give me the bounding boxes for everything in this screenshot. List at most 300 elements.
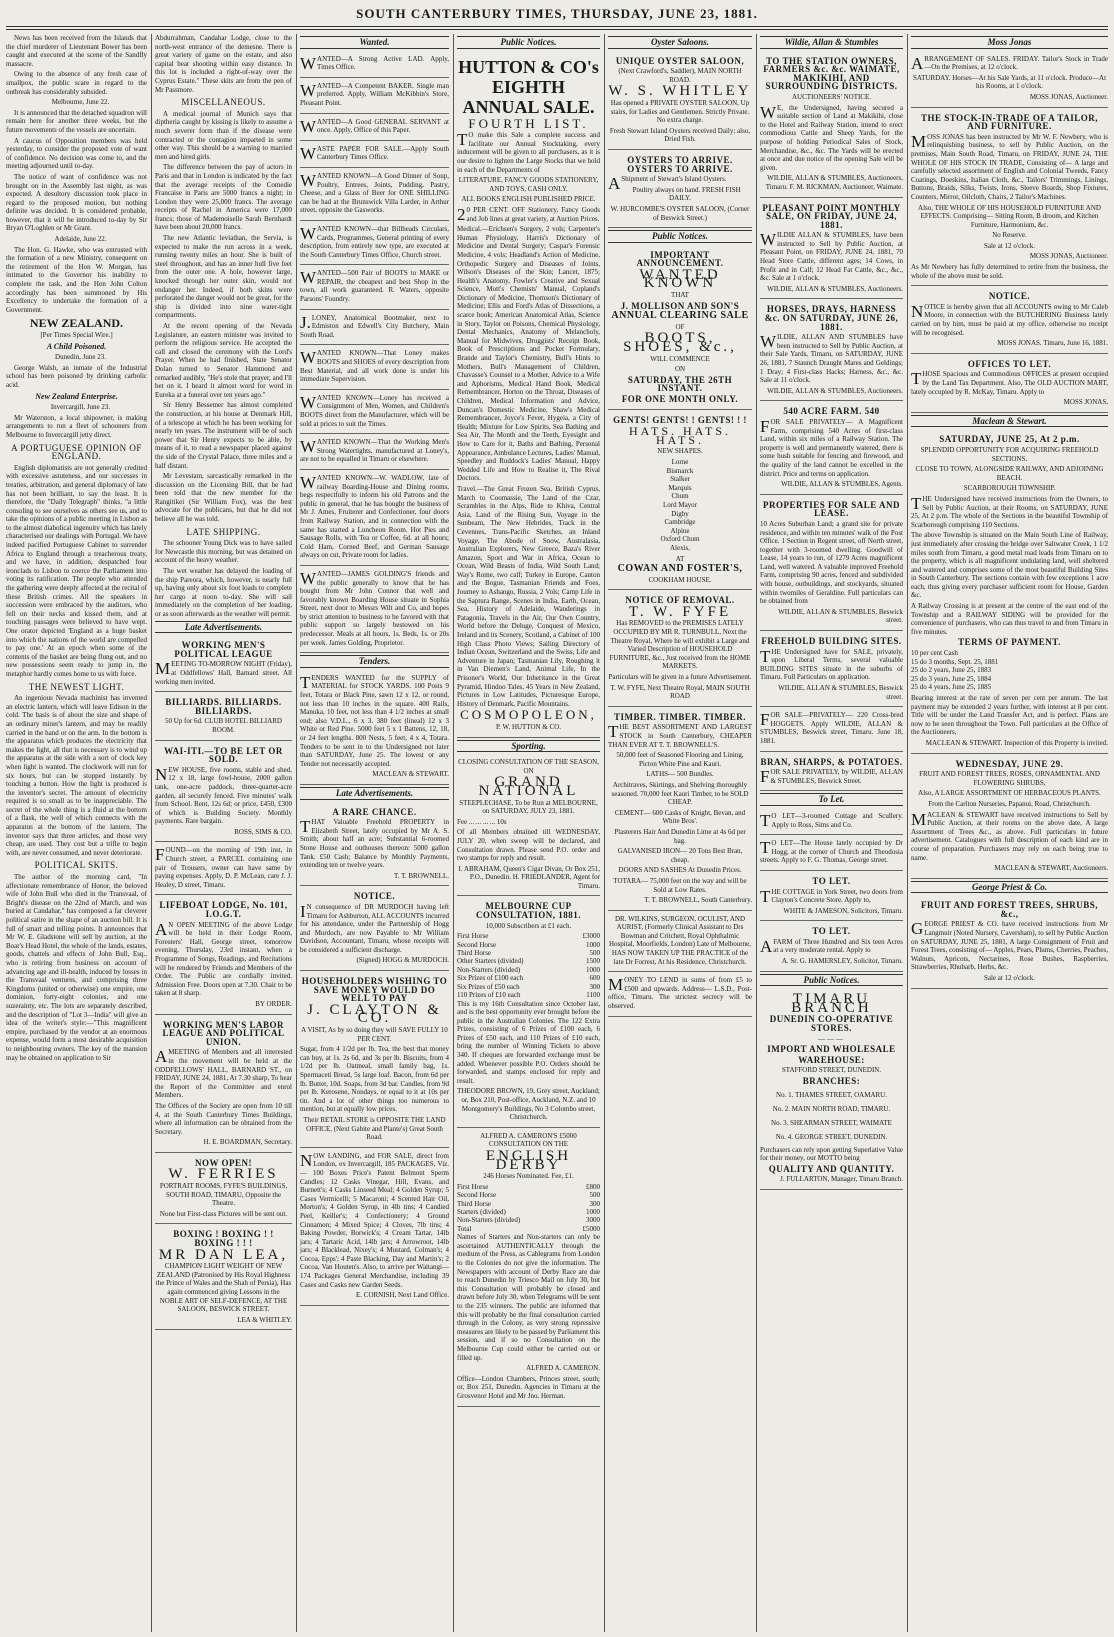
news-paragraph: A caucus of Opposition members was held yesterday, to consider the proposed vote of want of confidence. No decision was come to, and the meeting adjourned until to-day.: [6, 136, 147, 171]
ad-signature: WILDIE, ALLAN & STUMBLES, Auctioneers.: [767, 284, 903, 293]
ad-signature: WHITE & JAMESON, Solicitors, Timaru.: [783, 906, 903, 915]
advertisement: [760, 633, 903, 707]
prize-amount: £3000: [582, 932, 600, 941]
ad-title: TO LET.: [812, 875, 851, 886]
prize-amount: 500: [589, 1191, 600, 1200]
ad-body: Purchasers can rely upon getting Superlative Value for their money, our MOTTO being: [760, 1145, 903, 1163]
section-banner: George Priest & Co.: [911, 881, 1108, 894]
news-paragraph: Mr Waterston, a local shipowner, is making arrangements to run a fleet of schooners from Melbourne to Invercargill jetty direct.: [6, 413, 147, 439]
advertisement: [760, 403, 903, 494]
advertisement: [760, 837, 903, 871]
masthead-rule: [6, 29, 1108, 30]
ad-title: SATURDAY, JUNE 25, At 2 p.m.: [939, 434, 1080, 445]
news-paragraph: A medical journal of Munich says that diptheria caught by kissing is likely to assume a much severer form than if the disease were contracted or the contagion imparted in some other way. This should be a warning to married men and hired girls.: [155, 109, 292, 161]
advertisement: [760, 990, 903, 1190]
ad-display-title: HUTTON & CO's EIGHTH ANNUAL SALE.: [458, 56, 599, 117]
section-banner: Late Advertisements.: [300, 787, 449, 800]
column-4: [457, 34, 600, 1630]
advertisement: [300, 53, 449, 78]
advertisement: [911, 288, 1108, 354]
ad-body: A Railway Crossing is at present at the centre of the east end of the Township and a RAILWAY SIDING will be provided for the convenience of purchasers, who can thus travel to and from Timaru in five minutes.: [911, 602, 1108, 636]
section-heading: NEW ZEALAND.: [29, 316, 124, 331]
ad-body: ON: [674, 365, 686, 374]
ad-title: NOW OPEN!: [194, 1157, 253, 1168]
dateline: Adelaide, June 22.: [54, 235, 107, 244]
prize-row: [457, 1200, 600, 1208]
advertisement: [760, 200, 903, 300]
ad-body: 10 per cent Cash 15 do 3 months, Sept. 25, 1881 25 do 2 years, June 25, 1883 25 do 3 years, June 25, 1884 25 do 4 years, June 25, 1885: [911, 649, 999, 692]
ad-body: The Offices of the Society are open from 10 till 4, at the South Canterbury Times Buildings, where all information can be obtained from the Secretary.: [155, 1101, 292, 1136]
prize-label: 110 Prizes of £10 each: [457, 991, 521, 1000]
ad-body: 20 PER CENT. OFF Stationery, Fancy Goods and Job lines at great variety, at Auction Prices.: [457, 204, 600, 224]
ad-title: FRUIT AND FOREST TREES, SHRUBS, &c.,: [920, 900, 1099, 919]
ad-display-name: W. S. WHITLEY: [608, 83, 752, 100]
advertisement: [300, 1150, 449, 1306]
prize-amount: 1500: [586, 957, 600, 966]
ad-signature: I. ABRAHAM, Queen's Cigar Divan, Or Box 251, P.O., Dunedin. H. FRIEDLANDER, Agent for Timaru.: [458, 864, 600, 890]
advertisement: [760, 754, 903, 792]
ad-body: MOSS JONAS has been instructed by Mr W. F. Newbery, who is relinquishing business, to sell by Public Auction, on the premises, Main South Road, Timaru, on FRIDAY, JUNE 24, THE WHOLE OF HIS STOCK IN TRADE, Consisting of— A large and carefully selected assortment of English and Colonial Tweeds, Fancy Coatings, Doeskins, Italian Cloth, &c., Tailors' Trimmings, Linings, Buttons, Braids, Silks, Twists, Irons, Sleeve Boards, Shop Fixtures, Counters, Mirror, Oilcloth, Chairs, 2 Tailor's Machines.: [911, 131, 1108, 201]
ad-display-name: TIMARU BRANCH: [791, 991, 872, 1016]
ad-body: TO LET—3-roomed Cottage and Scullery. Apply to Ross, Sims and Co.: [760, 810, 903, 830]
prize-row: [457, 991, 600, 999]
ad-body: Fresh Stewart Island Oysters received Daily; also, Dried Fish.: [609, 126, 751, 144]
ad-title: WAREHOUSE:: [798, 1054, 865, 1065]
advertisement: [760, 709, 903, 751]
ad-body: THE COTTAGE in York Street, two doors from Clayton's Concrete Store. Apply to,: [760, 886, 903, 906]
section-banner: Late Advertisements.: [155, 621, 292, 634]
news-paragraph: It is announced that the detached squadron will remain here for another three weeks, but the future movements of the vessels are uncertain.: [6, 108, 147, 134]
news-paragraph: The wet weather has delayed the loading of the ship Pareora, which, however, is nearly full up, having only about six foot loads to complete her cargo at noon to-day. She will sail immediately on the completion of her loading, or as soon afterwards as the weather will permit.: [155, 567, 292, 618]
advertisement: [300, 223, 449, 265]
advertisement: [300, 888, 449, 971]
ad-title: LIFEBOAT LODGE, No. 101, I.O.G.T.: [159, 900, 288, 920]
ad-title: J. MOLLISON AND SON'S: [620, 300, 740, 311]
ad-signature: T. W. FYFE, Next Theatre Royal, MAIN SOUTH ROAD: [610, 683, 750, 701]
ad-body: AT: [675, 554, 685, 563]
advertisement: [608, 709, 752, 911]
prize-row: [457, 1208, 600, 1216]
ad-body: This is my 16th Consultation since October last, and is the best opportunity ever brought before the public in the Australian Colonies. The 122 Extra Prizes, consisting of 6 Prizes of £100 each, 6 Prizes of £50 each, and 110 Prizes of £10 each, bring the number of Winning Tickets to above 340. If cheques are forwarded exchange must be added. Whenever possible P.O. Orders should be forwarded, and stamps enclosed for reply and result.: [457, 999, 600, 1085]
advertisement: [300, 436, 449, 470]
article-heading: LATE SHIPPING.: [186, 526, 261, 537]
ad-body: THE Undersigned have for SALE, privately, upon Liberal Terms, several valuable BUILDING SITES situate in the suburbs of Timaru. Full Particulars on application.: [760, 646, 903, 682]
ad-display-name: J. CLAYTON & CO.: [307, 1001, 442, 1027]
ad-title: OYSTERS TO ARRIVE. OYSTERS TO ARRIVE.: [627, 154, 733, 174]
ad-body: FOR SALE—PRIVATELY— 220 Cross-bred HOGGETS. Apply WILDIE, ALLAN & STUMBLES, Beswick street, Timaru. June 18, 1881.: [760, 710, 903, 745]
advertisement: [300, 143, 449, 168]
ad-body: Office—London Chambers, Princes street, south; or, Box 251, Dunedin. Agencies in Timaru at the Grosvenor Hotel and Mr Jno. Herman.: [457, 1374, 600, 1400]
ad-body: WILL COMMENCE: [650, 354, 710, 363]
ad-body: WANTED KNOWN—That Loney makes BOOTS and SHOES of every description from Best Material, and all work done is under his immediate Supervision.: [300, 348, 449, 384]
ad-body: AN OPEN MEETING of the above Lodge will be held in their Lodge Room, Foresters' Hall, George street, tomorrow evening, Thursday, 23rd instant, when a Programme of Songs, Readings, and Recitations will be rendered by Friends and Members of the Order. The Public are cordially invited. Admission Free. Doors open at 7.30. Chair to be taken at 8 sharp.: [155, 919, 292, 998]
article-heading: THE NEWEST LIGHT.: [28, 681, 125, 692]
advertisement: [608, 247, 752, 410]
ad-title: 540 ACRE FARM. 540: [783, 406, 880, 417]
column-5: [608, 34, 752, 1630]
section-banner: Public Notices.: [608, 230, 752, 243]
ad-body: Sale at 12 o'clock.: [983, 974, 1036, 983]
advertisement: [300, 347, 449, 389]
ad-body: Poultry always on hand. FRESH FISH DAILY.: [632, 185, 741, 203]
ad-body: TO LET—The House lately occupied by Dr Hogg, at the corner of Church and Theodosia streets. Apply to F. G. Thomas, George street.: [760, 838, 903, 865]
ad-display-name: HATS. HATS. HATS.: [628, 424, 731, 447]
prize-table: [457, 932, 600, 999]
ad-body: WE, the Undersigned, having secured a suitable section of Land at Makikihi, close to the Hotel and Railway Station, intend to erect commodious Cattle and Sheep Yards, for the purpose of holding Periodical Sales of Stock, Merchandise, &c., &c. The Yards will be erected at once and due notice of the opening Sale will be given.: [760, 102, 903, 172]
ad-body: THAT Valuable Freehold PROPERTY in Elizabeth Street, lately occupied by Mr A. S. Smith; about half an acre; Substantial 6-roomed Stone House and outhouses thereon: 5000 gallon Tank. £50 Cash; Balance by Monthly Payments, extending ten or twelve years.: [300, 817, 449, 870]
ad-body: Also, A LARGE ASSORTMENT OF HERBACEOUS PLANTS.: [918, 789, 1101, 798]
ad-signature: WILDIE, ALLAN & STUMBLES, Beswick street.: [778, 684, 903, 701]
ad-title: BRAN, SHARPS, & POTATOES.: [760, 756, 903, 767]
ad-signature: THEODORE BROWN, 19, Grey street, Auckland; or, Box 210, Post-office, Auckland, N.Z. and 10 Montgomery's Buildings, No 3 Colombo street, Christchurch.: [457, 1087, 600, 1122]
ad-body: Their RETAIL STORE is OPPOSITE THE LAND OFFICE, (Next Gabite and Plante's) Great South Road.: [303, 1115, 446, 1142]
ad-title: SATURDAY, THE 26TH INSTANT.: [627, 374, 733, 394]
column-divider: [756, 34, 757, 1632]
section-banner: Public Notices.: [457, 36, 600, 49]
ad-body: FOUND—on the morning of 19th inst, in Church street, a PARCEL containing one pair of Trousers, owner can have same by paying expenses. Apply, D. P. McLean, care J. J. Healey, D street, Timaru.: [155, 845, 292, 889]
ad-body: WANTED KNOWN—that Billheads Circulars, Cards, Programmes, General printing of every description, from entirely new type, are executed at the South Canterbury Times Office, Church street.: [300, 223, 449, 259]
ad-title: A RARE CHANCE.: [332, 806, 417, 817]
prize-amount: 300: [589, 982, 600, 991]
masthead: SOUTH CANTERBURY TIMES, THURSDAY, JUNE 23, 1881.: [356, 6, 758, 21]
ad-body: Fee ... ... ... ... 10s: [457, 817, 507, 826]
ad-display-name: WANTED KNOWN: [639, 266, 721, 292]
prize-row: [457, 957, 600, 965]
news-paragraph: Abdurrahman, Candahar Lodge, close to the north-west entrance of the demesne. There is great variety of game on the estate, and also capital bear shooting within easy distance. In this lot is included a right-of-way over the Cyprus Estate." These skits are from the pen of Mr Passmore.: [155, 34, 292, 94]
news-paragraph: Sir Henry Bessemer has almost completed the construction, at his house at Denmark Hill, of a telescope at which he has been working for nearly ten years. The instrument will be of such power that Sir Henry expects to be able, by means of it, to read a newspaper placed against the side of the Crystal Palace, three miles and a half distant.: [155, 401, 292, 470]
prize-table: [457, 1183, 600, 1233]
ad-title: TO THE STATION OWNERS, FARMERS &c. &c. WAIMATE, MAKIKIHI, AND SURROUNDING DISTRICTS.: [763, 55, 900, 92]
ad-body: CHAMPION LIGHT WEIGHT OF NEW ZEALAND (Patronised by His Royal Highness the Prince of Wales and the Shah of Persia), Has again commenced giving Lessons in the NOBLE ART OF SELF-DEFENCE, AT THE SALOON, BESWICK STREET.: [155, 1262, 292, 1314]
ad-title: OFFICES TO LET.: [967, 358, 1052, 369]
prize-row: [457, 941, 600, 949]
advertisement: [155, 1226, 292, 1330]
ad-body: None but First-class Pictures will be sent out.: [159, 1209, 288, 1218]
ad-signature: MOSS JONAS. Timaru, June 16, 1881.: [997, 339, 1108, 348]
dateline: Invercargill, June 23.: [50, 403, 111, 412]
advertisement: [155, 1155, 292, 1225]
ad-signature: ROSS, SIMS & CO.: [234, 827, 292, 836]
advertisement: [300, 170, 449, 221]
ad-body: As Mr Newbery has fully determined to retire from the business, the whole of the above must be sold.: [911, 263, 1108, 280]
ad-body: WANTED—A Strong Active LAD. Apply, Times Office.: [300, 53, 449, 73]
advertisement: [300, 973, 449, 1148]
news-paragraph: An ingenious Nevada machinist has invented an electric lantern, which will leave Edison in the cold. The basis is of about the size and shape of an ordinary miner's lantern, and may be readily carried in the hand or on the arm. In the bottom is the apparatus which produces the electricity that makes the light, all that is necessary is to wind up the apparatus at the side with a sort of clock key when light is wanted. The clockwork will run for six hours, but can be stopped instantly by touching a button. How the light is produced is the inventor's secret. The amount of electricity required is so small as to be inappreciable. The secret of the whole thing is a fluid at the bottom of a flask, the well of which connects with the apparatus at the bottom of the lantern. The inventor says that three articles, and those very cheap, are used. They cost but a trifle to begin with, are never consumed, and never deteriorate.: [6, 694, 147, 857]
ad-signature: MOSS JONAS, Auctioneer.: [1029, 92, 1108, 101]
ad-display-name: MR DAN LEA,: [158, 1246, 289, 1263]
ad-signature: LEA & WHITLEY.: [237, 1315, 292, 1324]
ad-body: THE BEST ASSORTMENT AND LARGEST STOCK in South Canterbury, CHEAPER THAN EVER AT T. T. BROWNELL'S.: [608, 722, 752, 749]
article-heading: MISCELLANEOUS.: [181, 97, 266, 108]
ad-title: WORKING MEN'S LABOR LEAGUE AND POLITICAL UNION.: [162, 1019, 285, 1047]
ad-body: TO make this Sale a complete success and facilitate our Annual Stocktaking, every inducement will be given to all purchasers, as it is our desire to lighten the Large Stocks that we hold in each of the Departments of: [457, 130, 600, 174]
ad-body: Also, THE WHOLE OF HIS HOUSEHOLD FURNITURE AND EFFECTS. Comprising— Sitting Room, B droom, and Kitchen Furniture, Harmonium, &c.: [918, 203, 1101, 229]
ad-title: GENTS! GENTS! ! GENTS! ! !: [613, 414, 747, 425]
ad-body: 50 Up for 6d. CLUB HOTEL BILLIARD ROOM.: [165, 717, 282, 734]
ad-signature: T. T. BROWNELL.: [393, 871, 449, 880]
ad-body: NOTICE is hereby given that all ACCOUNTS owing to Mr Caleb Moore, in connection with the BUTCHERING Business lately carried on by him, must be paid at my office, otherwise no receipt will be recognised.: [911, 301, 1108, 337]
ad-body: WANTED—500 Pair of BOOTS to MAKE or REPAIR, the cheapest and best Shop in the town, all work guaranteed. R. Waters, opposite Parsons' Foundry.: [300, 268, 449, 304]
ad-body: WASTE PAPER FOR SALE.—Apply South Canterbury Times Office.: [300, 143, 449, 163]
ad-title: THE STOCK-IN-TRADE OF A TAILOR, AND FURNITURE.: [921, 112, 1098, 132]
news-headline: New Zealand Enterprise.: [35, 391, 118, 401]
prize-label: First Horse: [457, 1182, 489, 1191]
news-paragraph: Mr Levestam, sarcastically remarked in the discussion on the Licensing Bill, that he had been told that the new member for the Rangitikei (Sir William Fox), was the best advocate for the publicans, but that he did not believe all he was told.: [155, 472, 292, 524]
ad-title: DUNEDIN CO-OPERATIVE STORES.: [769, 1014, 894, 1034]
advertisement: [457, 898, 600, 1127]
ad-title: NOTICE.: [988, 291, 1031, 302]
ad-body: GEORGE PRIEST & CO. have received instructions from Mr Langmuir (Noted Nursery, Caversham), to sell by Public Auction on SATURDAY, JUNE 25, 1881, A large Consignment of Fruit and Forest Trees, consisting of— Apples, Pears, Plums, Cherries, Peaches, Walnuts, Apricots, Nectarines, Rose Bushes, Raspberries, Strawberries, Rhubarb, Herbs, &c.: [911, 919, 1108, 972]
column-divider: [296, 34, 297, 1632]
advertisement: [155, 897, 292, 1014]
ad-body: LITERATURE, FANCY GOODS STATIONERY, AND TOYS, CASH ONLY.: [458, 176, 599, 193]
ad-title: TERMS OF PAYMENT.: [958, 637, 1061, 648]
ad-title: IMPORT AND WHOLESALE: [767, 1044, 896, 1055]
ad-display-name: T. W. FYFE: [628, 603, 732, 620]
ad-title: IMPORTANT ANNOUNCEMENT.: [636, 249, 724, 269]
ad-title: PLEASANT POINT MONTHLY SALE, ON FRIDAY, JUNE 24, 1881.: [762, 202, 901, 230]
ad-body: ALFRED A. CAMERON'S £5000 CONSULTATION ON THE: [480, 1131, 577, 1149]
ad-body: MONEY TO LEND in sums of from £5 to £500 and upwards. Address— L.S.D., Post-office, Timaru. The strictest secrecy will be observed.: [608, 975, 752, 1011]
ad-body: SATURDAY. Horses—At his Sale Yards, at 11 o'clock. Produce—At his Rooms, at 1 o'clock.: [912, 73, 1107, 91]
ad-body: ARRANGEMENT OF SALES. FRIDAY. Tailor's Stock in Trade—On the Premises, at 12 o'clock.: [911, 53, 1108, 73]
prize-label: Starters (divided): [457, 1208, 506, 1216]
prize-row: [457, 932, 600, 940]
advertisement: [760, 873, 903, 921]
advertisement: [300, 392, 449, 434]
ad-body: Particulars will be given in a future Advertisement.: [608, 673, 752, 682]
ad-body: WANTED KNOWN—W. WADLOW, late of railway Boarding-House and Dining rooms, begs respectfully to inform his old Patrons and the public in general, that he has bought the business of Mr J. Ames, Fruiterer and Confectioner, four doors from Railway Station, and in connection with the same has started a Luncheon Room. Hot Pies and Sausage Rolls, with Tea or Coffee, 6d. at all hours; Cold Ham, Corned Beef, and German Sausage always on cut, Private room for ladies.: [300, 472, 449, 560]
ad-title: NOTICE OF REMOVAL.: [625, 595, 735, 606]
advertisement: [457, 53, 600, 738]
advertisement: [760, 53, 903, 198]
ad-display-name: COSMOPOLEON,: [460, 707, 597, 723]
section-banner: To Let.: [760, 793, 903, 806]
ad-body: THE Undersigned have received instructions from the Owners, to Sell by Public Auction, at their Rooms, on SATURDAY, JUNE 25, At 2 p.m. The whole of the Sections in the beautiful Township of Scarborough comprising 110 Sections.: [911, 493, 1108, 529]
ad-body: AUCTIONEERS' NOTICE.: [791, 92, 872, 101]
ad-title: FREEHOLD BUILDING SITES.: [761, 636, 902, 647]
prize-label: Second Horse: [457, 1191, 497, 1200]
ad-title: NOTICE.: [353, 891, 396, 902]
ad-body: Medical.—Erichsen's Surgery, 2 vols; Carpenter's Human Physiology, Harris's Dictionary of Medicine and Dental Surgery; Caspar's Forensic Medicine, 4 vols; Headland's Action of Medicine, Orthopedic Surgery and Diseases of Joints, Wilson's Diseases of the Skin; Lancet, 1875; Health's Anatomy, Fowler's Creative and Sexual Science, Mott's Chemists' Manual, Copland's Dictionary of Medicine, Thomson's Dictionary of Medicine; Ellis and Ford's Atlas of Dissections, a scarce book; American Anatomical Atlas, Science in Story, Taylor on Poisons, Chemical Physiology, Dental Mechanics, Anatomy of Melancholy, Manual for Midwives, Druggists' Receipt Book, Book of Prescriptions and Pocket Formulary, Brande and Taylor's Chemistry, Bull's Hints to Mothers, Bull's Management of Children, Chavasse's Counsel to a Mother, Advice to a Wife and Aphorisms, Medical Hand Book, Medical Remembrancer, Horton on the Throat, Diseases of Children, Medical Information and Advice, Duncan's Domestic Medicine, Shaw's Medical Remembrancer, Joyce's Fever, Hygeia, a City of Health; Mixture for Low Spirits, Sea Bathing and Sea Air, The Month and the Teeth, Eyesight and How to Care for it, Baths and Bathing, Personal Appearance, Ambulance Lectures, Ladies' Manual, Speedley and Ruddock's Ladies' Manual, Happy Wedded Life and How to Realise it, The Rival Doctors.: [457, 225, 600, 483]
ad-body: Sale at 12 o'clock.: [983, 241, 1036, 250]
ad-signature: MOSS JONAS,: [1063, 398, 1108, 407]
ad-signature: MACLEAN & STEWART, Auctioneers.: [994, 864, 1108, 873]
ad-body: WILDIE ALLAN & STUMBLES, have been instructed to Sell by Public Auction, at Pleasant Point, on FRIDAY, JUNE 24, 1881, 70 Head Store Cattle, different ages; 14 Cows, in Profit and in Calf; 12 Head Fat Cattle, &c., &c., &c. Sale at 1 o'clock.: [760, 230, 903, 283]
column-2: [155, 34, 292, 1630]
prize-amount: 600: [589, 974, 600, 983]
advertisement: [608, 592, 752, 707]
ad-body: 246 Horses Nominated. Fee, £1.: [483, 1172, 574, 1181]
ad-signature: H. E. BOARDMAN, Secretary.: [203, 1138, 292, 1147]
ad-body: No Reserve.: [992, 231, 1027, 240]
advertisement: [300, 804, 449, 887]
ad-body: MACLEAN & STEWART have received instructions to Sell by Public Auction, at their rooms on the above date, A large Assortment of Trees &c., as above. Full particulars in future advertisement. Catalogues with full description of each kind are in course of preparation. Purchasers may rely on each being true to name.: [911, 809, 1108, 862]
prize-label: Other Starters (divided): [457, 957, 524, 966]
ad-title: WORKING MEN'S POLITICAL LEAGUE: [174, 640, 273, 659]
news-paragraph: The Hon. G. Hawke, who was entrusted with the formation of a new Ministry, consequent on the retirement of the Hon W. Morgan, has intimated to the Governor his inability to complete the task, and the Hon John Colton accordingly has been summoned by His Excellency to undertake the formation of a Government.: [6, 245, 147, 314]
ad-signature: J. FULLARTON, Manager, Timaru Branch.: [780, 1175, 903, 1184]
news-paragraph: The new Atlantic leviathan, the Servia, is expected to make the run across in a week, running twenty miles an hour. She is built of steel throughout, and has an inner hull five feet from the outer one. A hole, however large, knocked through her outer skin, would not endanger her. Indeed, if both skins were perforated the danger would not be great, for the ship is divided into nine water-tight compartments.: [155, 234, 292, 320]
prize-label: Six Prizes of £50 each: [457, 982, 520, 991]
ad-body: WANTED KNOWN—A Good Dinner of Soup, Poultry, Entrees, Joints, Pudding, Pastry, Cheese, and a Glass of Beer for ONE SHILLING can be had at the Brunswick Villa Larder, in Arthur street, opposite the Gasworks.: [300, 170, 449, 215]
advertisement: [911, 110, 1108, 287]
news-headline: A Child Poisoned.: [46, 341, 107, 351]
ad-signature: P. W. HUTTON & CO.: [495, 722, 562, 731]
ad-title: TIMBER. TIMBER. TIMBER.: [614, 711, 746, 722]
prize-amount: 1000: [586, 940, 600, 949]
section-banner: Wanted.: [300, 36, 449, 49]
ad-body: NOW LANDING, and FOR SALE, direct from London, ex Invercargill, 185 PACKAGES, Viz.— 100 Boxes Price's Patent Belmont Sperm Candles; 12 Casks Vinegar, Hill, Evans, and Burnett's; 4 Casks Linseed Meal; 4 Golden Syrup; 5 Cases Vermicelli; 5 Macaroni; 4 Scented Hair Oil, Morton's; 4 Golden Syrup, in 4lb tins; 4 Candied Peel, Keiller's; 4 Confectionery; 4 Ground Cinnamon; 4 Mixed Spice; 4 Cloves, 7lb tins; 4 Baking Powder, Borwick's; 4 Cream Tartar, 14lb jars; 4 Tartaric Acid, 14lb jars; 4 Arrowroot, 14lb jars; 4 Blacklead, Nixey's; 4 Mustard, Colman's; 4 Cocoa, Epps'; 4 Paste Blacking, Day and Martin's; 2 Cocoa, Van Houten's. Also, to arrive per Waitangi— 174 Packages General Merchandise, including 39 Cases and Casks new Garden Seeds.: [300, 1150, 449, 1289]
advertisement: [760, 810, 903, 835]
column-divider: [604, 34, 605, 1632]
ad-title: COWAN AND FOSTER'S,: [617, 563, 743, 575]
advertisement: [300, 672, 449, 785]
column-6: [760, 34, 903, 1630]
ad-body: Lorne Bismarck Stalker Marquis Chum Lord Mayor Digby Cambridge Alpine Oxford Chum Alexis,: [660, 457, 700, 552]
news-paragraph: English diplomatists are not generally credited with excessive astuteness, and our successes in treaties, arbitration, and general diplomacy of late has not been brilliant, to say the least. It is therefore, the "Daily Telegraph" thinks, "a little consoling to see ourselves as others see us, and to take the opinions of a public meeting in Lisbon as to the almost diabolical ingenuity which has lately characterised our dealings with Portugal. We have indeed pacified Portuguese Cabinet to surrender Africa to England through a treacherous treaty, and we have, in addition, despatched four ironclads to Lisbon to coerce the Parliament into voting its ratification. The people who attended the gathering were deeply affected at the recital of these British crimes. All the speakers in succession were embraced by the auditors, who fell on their necks and kissed them, and at touching passages were believed to have wept. One orator depicted 'England as a huge basket into which the nations of the world are compelled to pay one.' At an epoch when some of the contents of the basket are being flung out, and no new possessions seem ready to jump in, the metaphor hardly comes home to us with force.: [6, 463, 147, 678]
ad-body: (Next Crawford's, Saddler), MAIN NORTH ROAD.: [618, 67, 742, 84]
ad-body: Of all Members obtained till WEDNESDAY, JULY 20, when sweep will be declared, and Consultation drawn. Please send P.O. order and two stamps for reply and result.: [457, 828, 600, 863]
ad-signature: T. T. BROWNELL, South Canterbury.: [644, 896, 752, 905]
section-banner: Sporting.: [457, 740, 600, 753]
ad-body: SPLENDID OPPORTUNITY FOR ACQUIRING FREEHOLD SECTIONS.: [920, 445, 1099, 463]
ad-body: 10,000 Subscribers at £1 each.: [485, 921, 572, 930]
ad-title: UNIQUE OYSTER SALOON,: [615, 55, 745, 66]
section-subheading: [Per Times Special Wire.]: [40, 331, 113, 339]
advertisement: [155, 637, 292, 692]
ad-title: MELBOURNE CUP CONSULTATION, 1881.: [475, 901, 582, 921]
ad-body: WANTED—A Good GENERAL SERVANT at once. Apply, Office of this Paper.: [300, 116, 449, 136]
ad-body: J.LONEY, Anatomical Bootmaker, next to Edmiston and Edwell's City Butchery, Main South Road.: [300, 312, 449, 339]
ad-body: NEW SHAPES.: [657, 447, 703, 456]
ad-body: PORTRAIT ROOMS, FYFE'S BUILDINGS, SOUTH ROAD, TIMARU, Opposite the Theatre.: [159, 1182, 288, 1208]
ad-title: FOR ONE MONTH ONLY.: [621, 394, 739, 404]
ad-signature: MACLEAN & STEWART.: [372, 770, 449, 779]
prize-row: [457, 1191, 600, 1199]
dateline: Melbourne, June 22.: [51, 98, 110, 107]
prize-label: Second Horse: [457, 940, 497, 949]
column-divider: [151, 34, 152, 1632]
ad-body: Travel.—The Great Frozen Sea, British Cyprus, March to Coomassie, The Land of the Czar, Scrambles in the Alps, Ride to Khiva, Central Asia, Land of the Rising Sun, Voyage in the Sunbeam, The New Hebrides, Track in the Cevennes, Trans-Pacific Sketches, an Inland Voyage, The Abode of Snow, Australasia, Australian Explorers, New Greece, Baza's River Amazon, Sport and War in Africa, Ocean to Ocean, Wild Beasts of India, Wild South Land; Way's Rome, two calf; Turkey in Europe, Canton and the Bogue, Tasmanian Friends and Foes, Journey to Ashango, Russia, 2 Vols; Camp Life in the Saptura Range, Scenes in India, Earth, Ocean, Sea, History of Adelaide, Wanderings in Patagonia, Travels in the Air, Our Own Country, World before the Deluge, Conquest of Mexico, Ireland and its Scenery, Scotland, a Cabinet of 100 High Class Photo Views; Sailing Directory of Indian Ocean, Switzerland and the Swiss, Life and Adventure in Japan; Tasmanian Lily, Roughing it in Van Diemen's Land, Animal Life, In the Prisoner's World, Our Inheritance in the Great Pyramid, Hindoo Tales, 45 Years in New Zealand, Pictures in Low Latitudes, Picturesque Europe, History of Denmark, Pacific Mountains.: [457, 484, 600, 708]
ad-body: THAT: [671, 291, 689, 300]
ad-body: Architraves, Skirtings, and Shelving thoroughly seasoned. 70,000 feet Kauri Timber, to be SOLD CHEAP.: [611, 780, 749, 807]
news-paragraph: Owing to the absence of any fresh case of smallpox, the public scare in regard to the outbreak has considerably subsided.: [6, 70, 147, 96]
ad-signature: WILDIE, ALLAN & STUMBLES, Auctioneers, Timaru. F. M. RICKMAN, Auctioneer, Waimate.: [765, 174, 903, 191]
prize-label: Non-Starters (divided): [457, 965, 521, 974]
ad-body: From the Carlton Nurseries, Papanui, Road, Christchurch.: [928, 799, 1091, 808]
advertisement: [300, 312, 449, 346]
ad-title: BILLIARDS. BILLIARDS. BILLIARDS.: [165, 697, 282, 716]
ad-signature: WILDIE, ALLAN & STUMBLES, Beswick street.: [778, 607, 903, 625]
ad-title: BOXING ! BOXING ! ! BOXING ! ! !: [173, 1229, 274, 1249]
advertisement: [608, 53, 752, 150]
section-banner: Wildie, Allan & Stumbles: [760, 36, 903, 49]
article-heading: A PORTUGUESE OPINION OF ENGLAND.: [11, 442, 142, 462]
prize-amount: £5000: [582, 1224, 600, 1233]
news-paragraph: The notice of want of confidence was not brought on in the Assembly last night, as was expected. A desultory discussion took place in regard to the proposed motion, but nothing definite was decided. It is considered probable, however, that it will be introduced to-day by Sir Bryan O'Loghlen or Mr Grant.: [6, 172, 147, 233]
ad-body: FRUIT AND FOREST TREES, ROSES, ORNAMENTAL AND FLOWERING SHRUBS,: [919, 770, 1100, 787]
ad-body: THOSE Spacious and Commodious OFFICES at present occupied by the Land Tax Department. Also, The OLD AUCTION MART, lately occupied by R. McKay, Timaru. Apply to: [911, 369, 1108, 396]
prize-label: Total: [457, 1224, 472, 1233]
ad-body: Has opened a PRIVATE OYSTER SALOON, Up stairs, for Ladies and Gentlemen. Strictly Private. No extra charge.: [610, 98, 750, 125]
prize-row: [457, 1225, 600, 1233]
prize-label: Six Prizes of £100 each: [457, 974, 524, 983]
ad-body: ALL BOOKS ENGLISH PUBLISHED PRICE.: [461, 195, 596, 204]
ad-signature: W. HURCOMBE'S OYSTER SALOON, (Corner of Beswick Street.): [610, 204, 750, 222]
advertisement: [911, 356, 1108, 413]
prize-row: [457, 949, 600, 957]
column-divider: [907, 34, 908, 1632]
advertisement: [155, 694, 292, 740]
news-paragraph: The schooner Young Dick was to have sailed for Newcastle this morning, but was detained on account of the heavy weather.: [155, 539, 292, 565]
prize-label: Third Horse: [457, 1199, 492, 1208]
ad-body: MEETING TO-MORROW NIGHT (Friday), at Oddfellows' Hall, Barnard street. All working men invited.: [155, 659, 292, 686]
prize-table-body: [457, 1183, 600, 1233]
ad-body: AMEETING of Members and all interested in the movement will be held at the ODDFELLOWS' HALL, BARNARD ST., on FRIDAY, JUNE 24, 1881, At 7.30 sharp, To hear the Report of the Committee and enrol Members.: [155, 1047, 292, 1100]
prize-amount: £800: [586, 1182, 600, 1191]
prize-row: [457, 1216, 600, 1224]
ad-body: Plasterers Hair And Dunedin Lime at 4s 6d per bag.: [614, 827, 746, 845]
news-paragraph: News has been received from the Islands that the chief murderer of Lieutenant Bower has been caught and executed at the scene of the Sandfly massacre.: [6, 34, 147, 68]
ad-body: FOR SALE PRIVATELY, by WILDIE, ALLAN & STUMBLES, Beswick Street.: [760, 767, 903, 787]
advertisement: [300, 80, 449, 114]
ad-display-name: W. FERRIES: [168, 1166, 279, 1183]
ad-body: Has REMOVED to the PREMISES LATELY OCCUPIED BY MR R. TURNBULL, Next the Theatre Royal, Where he will exhibit a Large and Varied Description of HOUSEHOLD FURNITURE, &c., Just received from the HOME MARKETS.: [609, 619, 751, 671]
ad-body: GALVANISED IRON— 20 Tons Best Bran, cheap.: [617, 847, 743, 864]
advertisement: [457, 1130, 600, 1407]
prize-label: First Horse: [457, 932, 489, 941]
column-3: [300, 34, 449, 1630]
ad-body: STEEPLECHASE, To be Run at MELBOURNE, on SATURDAY, JULY 23, 1881.: [459, 798, 598, 816]
prize-label: Third Horse: [457, 949, 492, 958]
advertisement: [155, 743, 292, 843]
section-banner: Oyster Saloons.: [608, 36, 752, 49]
ornament-divider: ———: [818, 1034, 845, 1043]
ad-body: The above Township is situated on the Main South Line of Railway, just immediately after crossing the bridge over Saltwater Creek, 1 1/2 miles south from Timaru, a good metal road leads from Timaru on to the property, which is all magnificent undulating land, well sheltered and watered and comprises some of the most beautiful Building Sites in South Canterbury. The sections contain with few exceptions 1 acre each, thus giving every purchaser sufficient room for House, Garden &c.: [911, 531, 1108, 600]
ad-signature: A. Sr. G. HAMERSLEY, Solicitor, Timaru.: [781, 957, 903, 966]
ad-body: WANTED—A Competent BAKER. Single man preferred. Apply, William McKibbin's Store, Pleasant Point.: [300, 80, 449, 107]
news-paragraph: George Walsh, an inmate of the Industrial school has been poisoned by drinking carbolic acid.: [6, 363, 147, 389]
ad-signature: ALFRED A. CAMERON.: [526, 1364, 600, 1373]
ad-title: HOUSEHOLDERS WISHING TO SAVE MONEY WOULD DO WELL TO PAY: [301, 976, 448, 1004]
advertisement: [911, 897, 1108, 988]
prize-row: [457, 966, 600, 974]
advertisement: [155, 844, 292, 895]
ad-body: NEW HOUSE, five rooms, stable and shed, 12 x 18, large fowl-house, 2000 gallon tank, one-acre paddock, three-quarter-acre garden, all securely fenced. Five minutes' walk from School. Rent, 12s 6d; or price, £450, £300 of which is Building Society. Monthly payments. Rare bargain.: [155, 764, 292, 826]
ad-signature: E. CORNISH, Next Land Office.: [356, 1291, 449, 1300]
ad-signature: WILDIE, ALLAN & STUMBLES, Agents.: [781, 480, 903, 489]
ad-body: CLOSING CONSULTATION OF THE SEASON, ON: [458, 758, 599, 775]
prize-amount: 300: [589, 1199, 600, 1208]
ad-title: QUALITY AND QUANTITY.: [768, 1163, 895, 1174]
advertisement: [760, 497, 903, 631]
ad-body: WANTED KNOWN—That the Working Men's Strong Watertights, manufactured at Loney's, are not to be equalled in Timaru or elsewhere.: [300, 437, 449, 464]
ad-body: TENDERS WANTED for the SUPPLY of MATERIAL for STOCK YARDS. 100 Posts 9 feet, Totara or Black Pine, sawn 12 x 12, or round, not less than 10 inches in the square. 400 Rails, Manuka, 10 feet, not less than 4 1/2 inches at small end; also V.D.L., 6 x 3. 380 feet (lineal) 12 x 3 White or Red Pine. 5000 feet 5 x 1 Battens, 12, 18, or 24 feet lengths. 800 Nests, 5 feet, 4 x 4, Totara. Tenders to be sent in to the Undersigned not later than SATURDAY, June 25. The lowest or any Tender not necessarily accepted.: [300, 672, 449, 768]
prize-row: [457, 1183, 600, 1191]
ad-title: HORSES, DRAYS, HARNESS &c. ON SATURDAY, JUNE 26, 1881.: [764, 304, 899, 332]
ad-body: TOTARA— 75,000 feet on the way and will be Sold at Low Rates.: [613, 876, 747, 894]
ad-body: IN consequence of DR MURDOCH having left Timaru for Ashburton, ALL ACCOUNTS incurred for his attendance, under the Partnership of Hogg and Murdoch, are now Payable to Mr William Davidson, Accountant, Timaru, whose receipts will be considered a sufficient discharge.: [300, 901, 449, 954]
prize-amount: 1100: [586, 991, 600, 1000]
section-banner: Maclean & Stewart.: [911, 415, 1108, 428]
prize-label: Non-Starters (divided): [457, 1216, 521, 1225]
ad-title: BRANCHES:: [802, 1076, 861, 1086]
ad-body: Names of Starters and Non-starters can only be ascertained AUTHENTICALLY through the medium of the Press, as Cablegrams from London to the Colonies do not give the information. The Newspapers with account of Derby Race are due to reach Dunedin by Triesco Mail on July 30, but this Consultation will probably be closed and drawn before July 30, when Telegrams will be sent to the 235 winners. The public are informed that this will probably be the final consultation carried through in the Colony, as very strong repressive measures are likely to be passed by Parliament this session, and if so no Consultation on the Melbourne Cup could either be carried out or filled up.: [457, 1233, 600, 1362]
ad-body: DOORS AND SASHES At Dunedin Prices.: [618, 866, 742, 875]
ad-signature: MACLEAN & STEWART. Inspection of this Property is invited.: [925, 738, 1108, 747]
advertisement: [300, 568, 449, 653]
